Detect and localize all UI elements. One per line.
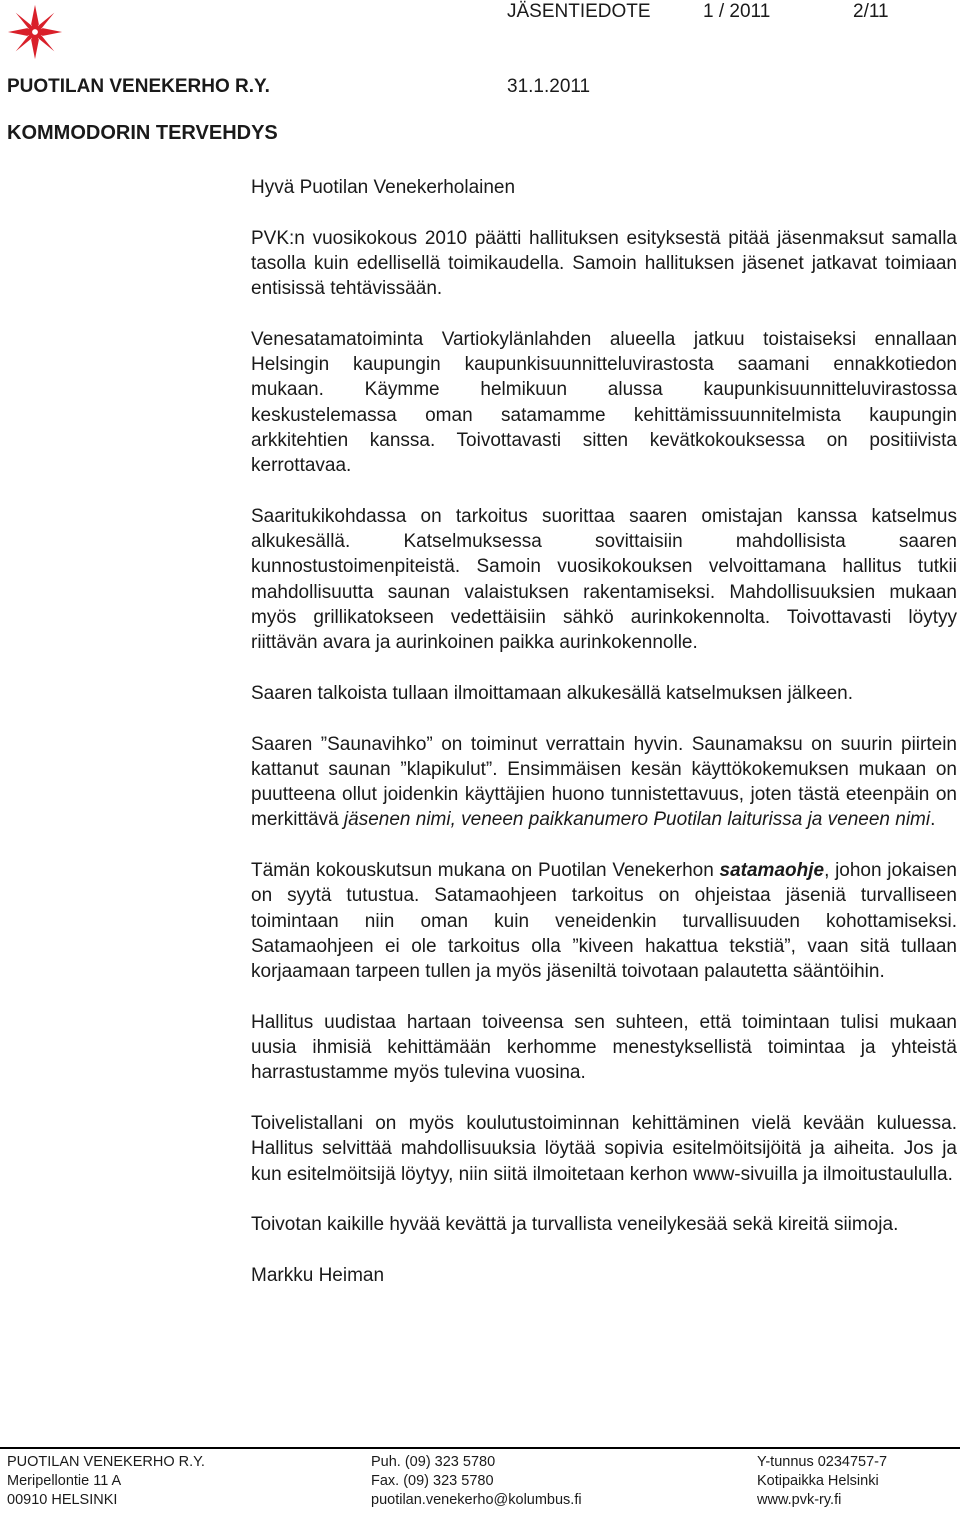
rules-bold-term: satamaohje: [719, 860, 825, 882]
footer-website: www.pvk-ry.fi: [757, 1492, 842, 1508]
signature: Markku Heiman: [251, 1264, 385, 1286]
rules-intro: Tämän kokouskutsun mukana on Puotilan Venekerhon: [251, 860, 720, 882]
footer-club-name: PUOTILAN VENEKERHO R.Y.: [7, 1454, 205, 1470]
footer-registry: [757, 1453, 887, 1510]
footer-business-id: Y-tunnus 0234757-7: [757, 1454, 888, 1470]
sauna-end: .: [930, 809, 936, 831]
sauna-text: Saaren ”Saunavihko” on toiminut verrattain hyvin. Saunamaksu on suurin piirtein kattanut saunan ”klapikulut”. Ensimmäisen kesän käyttökokemuksen mukaan on puutteena ollut joidenkin käyttäjien huono tunnistettavuus, joten tästä eteenpäin on merkittävä: [251, 733, 957, 831]
paragraph-island: Saaritukikohdassa on tarkoitus suorittaa saaren omistajan kanssa katselmus alkukesällä. Katselmuksessa sovittaisiin mahdollisista saaren kunnostustoimenpiteistä. Samoin vuosikokouksen velvoittamana hallitus tutkii mahdollisuutta saunan valaistuksen rakentamiseksi. Mahdollisuuksien mukaan myös grillikatokseen vedettäisiin sähkö aurinkokennolta. Toivottavasti löytyy riittävän avara ja aurinkoinen paikka aurinkokennolle.: [251, 505, 957, 654]
paragraph-talkoot: Saaren talkoista tullaan ilmoittamaan alkukesällä katselmuksen jälkeen.: [251, 682, 853, 704]
paragraph-harbour-rules: [251, 858, 957, 984]
page-number: 2/11: [853, 1, 889, 22]
footer-phone: Puh. (09) 323 5780: [371, 1454, 496, 1470]
document-date: 31.1.2011: [507, 76, 591, 97]
issue-number: 1 / 2011: [703, 1, 771, 22]
footer-street: Meripellontie 11 A: [7, 1473, 122, 1489]
footer-contact: [371, 1453, 582, 1510]
letter-body: [251, 175, 957, 1313]
footer-divider: [0, 1447, 960, 1449]
sauna-italic-text: jäsenen nimi, veneen paikkanumero Puotilan laiturissa ja veneen nimi: [343, 809, 931, 831]
club-name: PUOTILAN VENEKERHO R.Y.: [7, 76, 270, 97]
footer-email: puotilan.venekerho@kolumbus.fi: [371, 1492, 582, 1508]
rules-text: , johon jokaisen on syytä tutustua. Satamaohjeen tarkoitus on ohjeistaa jäseniä turvalliseen toimintaan niin oman kuin veneidenkin turvallisuuden kohottamiseksi. Satamaohjeen ei ole tarkoitus olla ”kiveen hakattua tekstiä”, vaan sitä tullaan korjaamaan tarpeen tullen ja myös jäseniltä toivotaan palautetta sääntöihin.: [251, 860, 957, 983]
paragraph-fees: PVK:n vuosikokous 2010 päätti hallituksen esityksestä pitää jäsenmaksut samalla tasolla kuin edellisellä toimikaudella. Samoin hallituksen jäsenet jatkavat toimiaan entisissä tehtävissään.: [251, 227, 957, 300]
footer-city: 00910 HELSINKI: [7, 1492, 118, 1508]
paragraph-wishes: Toivotan kaikille hyvää kevättä ja turvallista veneilykesää sekä kireitä siimoja.: [251, 1214, 899, 1236]
paragraph-harbour: Venesatamatoiminta Vartiokylänlahden alueella jatkuu toistaiseksi ennallaan Helsingin kaupungin kaupunkisuunnitteluvirastosta saamani ennakkotiedon mukaan. Käymme helmikuun alussa kaupunkisuunnitteluvirastossa keskustelemassa oman satamamme kehittämissuunnitelmista kaupungin arkkitehtien kanssa. Toivottavasti sitten kevätkokouksessa on positiivista kerrottavaa.: [251, 328, 957, 477]
paragraph-new-members: Hallitus uudistaa hartaan toiveensa sen suhteen, että toimintaan tulisi mukaan uusia ihmisiä kehittämään kerhomme menestyksellistä toimintaa ja yhteistä harrastustamme myös tulevina vuosina.: [251, 1011, 957, 1084]
footer-fax: Fax. (09) 323 5780: [371, 1473, 494, 1489]
footer-address: [7, 1453, 205, 1510]
footer: [0, 1453, 960, 1513]
red-star-logo-icon: [6, 2, 64, 62]
paragraph-sauna: [251, 732, 957, 833]
document-type: JÄSENTIEDOTE: [507, 1, 651, 22]
greeting: Hyvä Puotilan Venekerholainen: [251, 177, 516, 198]
footer-domicile: Kotipaikka Helsinki: [757, 1473, 879, 1489]
paragraph-training: Toivelistallani on myös koulutustoiminnan kehittäminen vielä kevään kuluessa. Hallitus selvittää mahdollisuuksia löytää sopivia esitelmöitsijöitä ja aiheita. Jos ja kun esitelmöitsijä löytyy, niin siitä ilmoitetaan kerhon www-sivuilla ja ilmoitustaululla.: [251, 1112, 957, 1185]
section-title: KOMMODORIN TERVEHDYS: [7, 122, 278, 144]
